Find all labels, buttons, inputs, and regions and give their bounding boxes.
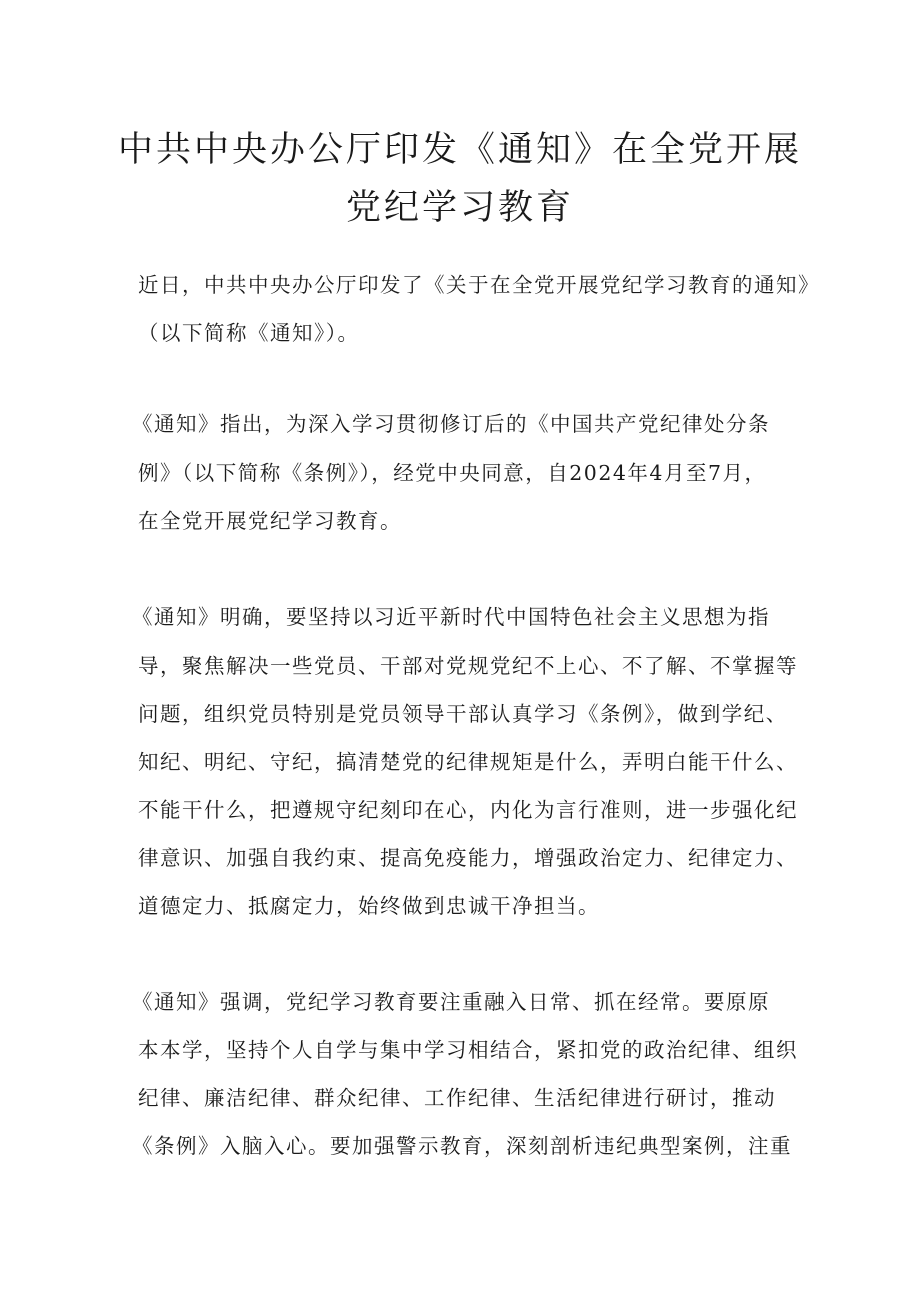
document-title-line-1: 中共中央办公厅印发《通知》在全党开展 [117, 130, 802, 170]
paragraph-line: 《通知》强调，党纪学习教育要注重融入日常、抓在经常。要原原 [132, 990, 770, 1014]
paragraph-line: 在全党开展党纪学习教育。 [138, 509, 402, 533]
paragraph-line: 《通知》指出，为深入学习贯彻修订后的《中国共产党纪律处分条 [132, 412, 770, 436]
paragraph-line: 《条例》入脑入心。要加强警示教育，深刻剖析违纪典型案例，注重 [132, 1134, 792, 1158]
paragraph-line: 问题，组织党员特别是党员领导干部认真学习《条例》，做到学纪、 [138, 702, 788, 726]
document-title-line-2: 党纪学习教育 [345, 188, 574, 228]
paragraph-line: 近日，中共中央办公厅印发了《关于在全党开展党纪学习教育的通知》 [138, 273, 820, 297]
paragraph-line: 例》（以下简称《条例》），经党中央同意，自2024年4月至7月， [138, 461, 767, 485]
paragraph-line: 纪律、廉洁纪律、群众纪律、工作纪律、生活纪律进行研讨，推动 [138, 1086, 776, 1110]
paragraph-line: 导，聚焦解决一些党员、干部对党规党纪不上心、不了解、不掌握等 [138, 654, 798, 678]
paragraph-line: 律意识、加强自我约束、提高免疫能力，增强政治定力、纪律定力、 [138, 846, 798, 870]
paragraph-line: （以下简称《通知》）。 [138, 321, 360, 345]
paragraph-line: 知纪、明纪、守纪，搞清楚党的纪律规矩是什么，弄明白能干什么、 [138, 750, 798, 774]
paragraph-line: 本本学，坚持个人自学与集中学习相结合，紧扣党的政治纪律、组织 [138, 1038, 798, 1062]
paragraph-line: 不能干什么，把遵规守纪刻印在心，内化为言行准则，进一步强化纪 [138, 798, 798, 822]
paragraph-line: 道德定力、抵腐定力，始终做到忠诚干净担当。 [138, 894, 600, 918]
paragraph-line: 《通知》明确，要坚持以习近平新时代中国特色社会主义思想为指 [132, 605, 770, 629]
